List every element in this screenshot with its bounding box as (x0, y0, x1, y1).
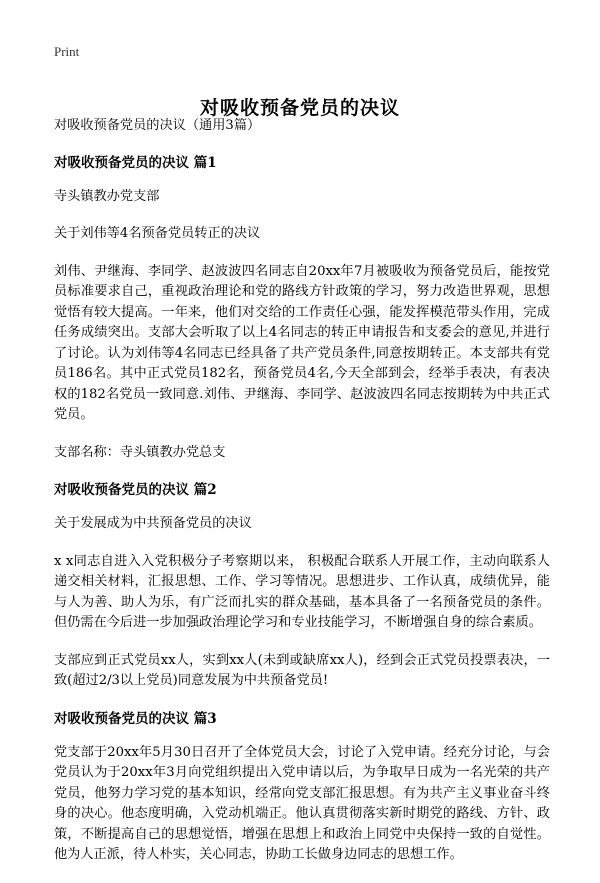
section-1-signature: 支部名称：寺头镇教办党总支 (54, 444, 226, 460)
section-2-body: x x同志自进入入党积极分子考察期以来， 积极配合联系人开展工作，主动向联系人递交相关材料，汇报思想、工作、学习等情况。思想进步、工作认真，成绩优异，能与人为善、助人为乐，有广泛而扎实的群众基础，基本具备了一名预备党员的条件。但仍需在今后进一步加强政治理论学习和专业技能学习，不断增强自身的综合素质。 (54, 553, 550, 630)
intro-line: 对吸收预备党员的决议（通用3篇） (54, 118, 261, 133)
section-2-heading: 对吸收预备党员的决议 篇2 (54, 482, 217, 498)
section-1-org: 寺头镇教办党支部 (54, 188, 160, 204)
section-1-heading: 对吸收预备党员的决议 篇1 (54, 154, 217, 171)
section-3-body: 党支部于20xx年5月30日召开了全体党员大会，讨论了入党申请。经充分讨论，与会党员认为于20xx年3月向党组织提出入党申请以后，为争取早日成为一名光荣的共产党员，他努力学习党的基本知识，经常向党支部汇报思想。有为共产主义事业奋斗终身的决心。他态度明确，入党动机端正。他认真贯彻落实新时期党的路线、方针、政策，不断提高自己的思想觉悟，增强在思想上和政治上同党中央保持一致的自觉性。他为人正派，待人朴实，关心同志，协助工长做身边同志的思想工作。 (54, 744, 550, 862)
document-body (54, 116, 550, 883)
section-3-heading: 对吸收预备党员的决议 篇3 (54, 710, 217, 727)
section-1-body: 刘伟、尹继海、李同学、赵波波四名同志自20xx年7月被吸收为预备党员后，能按党员标准要求自己，重视政治理论和党的路线方针政策的学习，努力改造世界观，思想觉悟有较大提高。一年来，他们对交给的工作责任心强，能发挥模范带头作用，完成任务成绩突出。支部大会听取了以上4名同志的转正申请报告和支委会的意见,并进行了讨论。认为刘伟等4名同志已经具备了共产党员条件,同意按期转正。本支部共有党员186名。其中正式党员182名，预备党员4名,今天全部到会，经举手表决，有表决权的182名党员一致同意.刘伟、尹继海、李同学、赵波波四名同志按期转为中共正式党员。 (54, 263, 550, 422)
section-2-subject: 关于发展成为中共预备党员的决议 (54, 516, 252, 531)
print-link[interactable]: Print (54, 44, 80, 59)
page-title: 对吸收预备党员的决议 (199, 96, 400, 119)
section-1-subject: 关于刘伟等4名预备党员转正的决议 (54, 226, 261, 241)
section-2-vote: 支部应到正式党员xx人，实到xx人(未到或缺席xx人)，经到会正式党员投票表决，一致(超过2/3以上党员)同意发展为中共预备党员! (54, 652, 550, 688)
